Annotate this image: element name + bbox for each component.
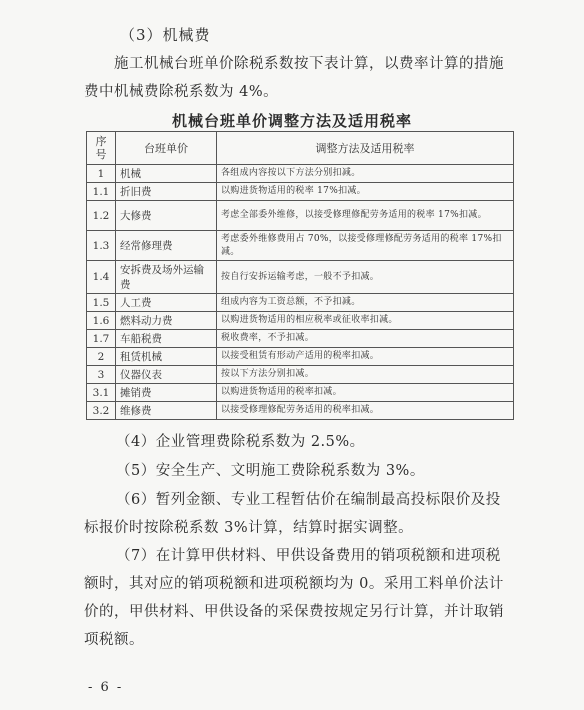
row-item: 租赁机械: [116, 348, 217, 366]
row-method: 税收费率，不予扣减。: [217, 330, 514, 348]
table-row: [87, 384, 514, 402]
row-no: 2: [87, 348, 116, 366]
row-method: 按以下方法分别扣减。: [217, 366, 514, 384]
row-item: 车船税费: [116, 330, 217, 348]
row-method: 以购进货物适用的相应税率或征收率扣减。: [217, 312, 514, 330]
table-title: 机械台班单价调整方法及适用税率: [171, 112, 412, 130]
row-method: 以接受租赁有形动产适用的税率扣减。: [217, 348, 514, 366]
row-method: 考虑委外维修费用占 70%，以接受修理修配劳务适用的税率 17%扣减。: [217, 231, 514, 261]
row-method: 按自行安拆运输考虑，一般不予扣减。: [217, 261, 514, 294]
row-no: 1.1: [87, 183, 116, 201]
rate-table: [86, 131, 514, 420]
row-no: 1.5: [87, 294, 116, 312]
table-row: [87, 165, 514, 183]
row-method: 以购进货物适用的税率 17%扣减。: [217, 183, 514, 201]
table-header-row: [87, 132, 514, 165]
row-no: 1: [87, 165, 116, 183]
row-no: 3.1: [87, 384, 116, 402]
table-row: [87, 201, 514, 231]
table-row: [87, 183, 514, 201]
table-row: [87, 348, 514, 366]
table-row: [87, 294, 514, 312]
paragraph-supplied-materials: （7）在计算甲供材料、甲供设备费用的销项税额和进项税额时，其对应的销项税额和进项税额均为 0。采用工料单价法计价的，甲供材料、甲供设备的采保费按规定另行计算，并计取销项税额。: [84, 548, 504, 648]
row-method: 以购进货物适用的税率扣减。: [217, 384, 514, 402]
row-no: 1.3: [87, 231, 116, 261]
row-method: 组成内容为工资总额，不予扣减。: [217, 294, 514, 312]
paragraph-provisional-sum: （6）暂列金额、专业工程暂估价在编制最高投标限价及投标报价时按除税系数 3%计算，结算时据实调整。: [84, 492, 501, 536]
row-no: 1.7: [87, 330, 116, 348]
paragraph-management-fee: （4）企业管理费除税系数为 2.5%。: [116, 434, 365, 450]
table-row: [87, 231, 514, 261]
header-item: 台班单价: [116, 132, 217, 165]
row-item: 折旧费: [116, 183, 217, 201]
row-no: 3.2: [87, 402, 116, 420]
table-body: [87, 165, 514, 420]
row-no: 1.6: [87, 312, 116, 330]
page-number: - 6 -: [88, 680, 124, 695]
row-no: 1.4: [87, 261, 116, 294]
paragraph-machinery-intro: 施工机械台班单价除税系数按下表计算，以费率计算的措施费中机械费除税系数为 4%。: [84, 56, 504, 100]
table-row: [87, 261, 514, 294]
table-row: [87, 330, 514, 348]
row-method: 各组成内容按以下方法分别扣减。: [217, 165, 514, 183]
table-row: [87, 402, 514, 420]
table-row: [87, 312, 514, 330]
row-item: 维修费: [116, 402, 217, 420]
section-heading: （3）机械费: [120, 26, 211, 44]
row-item: 机械: [116, 165, 217, 183]
row-no: 3: [87, 366, 116, 384]
row-item: 经常修理费: [116, 231, 217, 261]
header-method: 调整方法及适用税率: [217, 132, 514, 165]
row-item: 燃料动力费: [116, 312, 217, 330]
paragraph-safety-fee: （5）安全生产、文明施工费除税系数为 3%。: [116, 463, 425, 479]
row-item: 摊销费: [116, 384, 217, 402]
row-item: 人工费: [116, 294, 217, 312]
row-item: 大修费: [116, 201, 217, 231]
row-no: 1.2: [87, 201, 116, 231]
row-method: 考虑全部委外维修，以接受修理修配劳务适用的税率 17%扣减。: [217, 201, 514, 231]
row-method: 以接受修理修配劳务适用的税率扣减。: [217, 402, 514, 420]
table-row: [87, 366, 514, 384]
row-item: 安拆费及场外运输费: [116, 261, 217, 294]
header-no: 序号: [87, 132, 116, 165]
row-item: 仪器仪表: [116, 366, 217, 384]
